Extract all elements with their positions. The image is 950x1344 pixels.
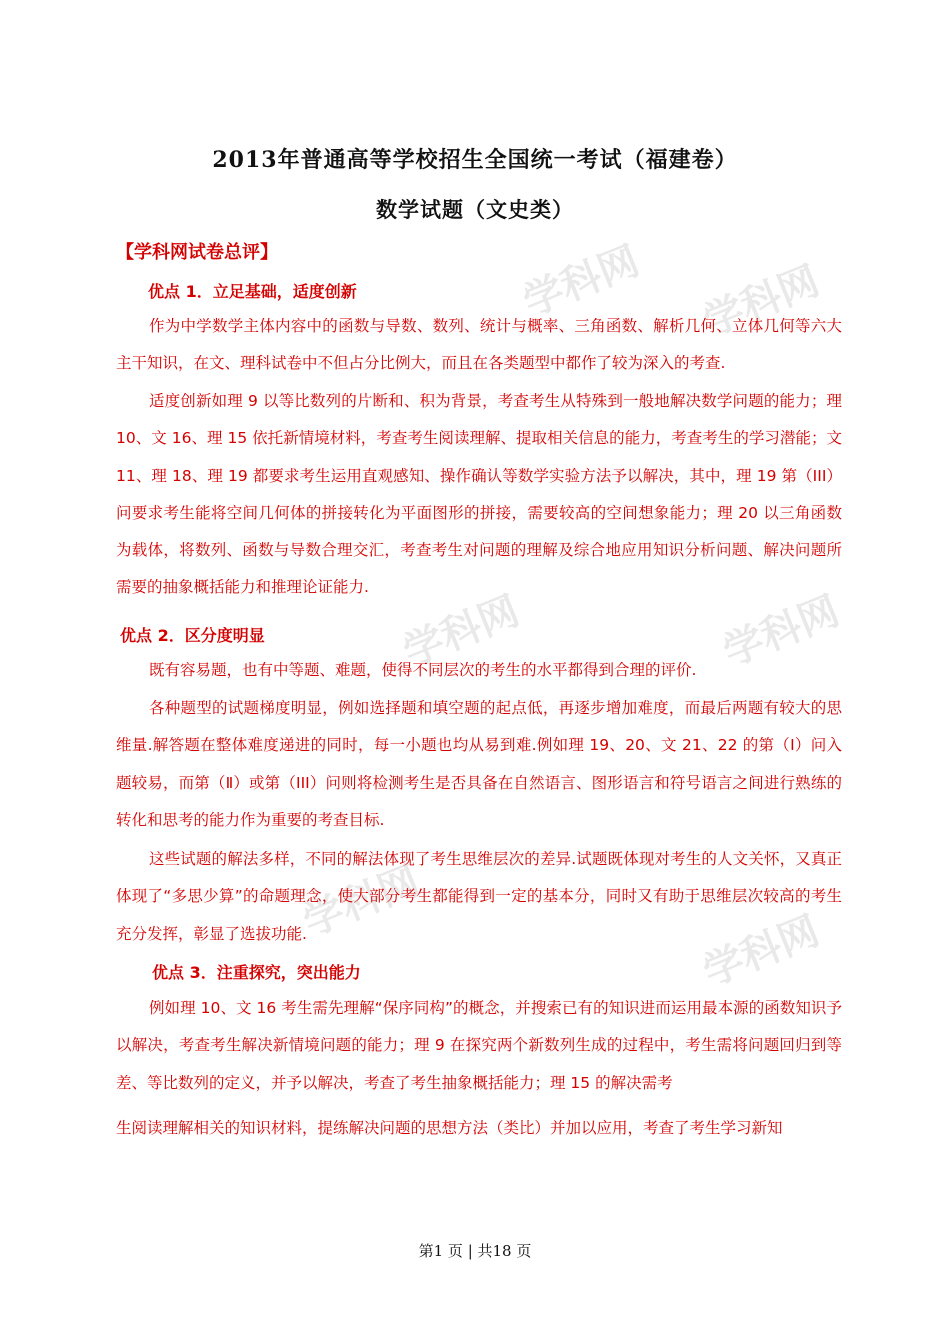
point-1-paragraph-2: 适度创新如理 9 以等比数列的片断和、积为背景，考查考生从特殊到一般地解决数学问题的能力；理 10、文 16、理 15 依托新情境材料，考查考生阅读理解、提取相关信息的能力，考查考生的学习潜能；文 11、理 18、理 19 都要求考生运用直观感知、操作确认等数学实验方法予以解决，其中，理 19 第（III）问要求考生能将空间几何体的拼接转化为平面图形的拼接，需要较高的空间想象能力；理 20 以三角函数为载体，将数列、函数与导数合理交汇，考查考生对问题的理解及综合地应用知识分析问题、解决问题所需要的抽象概括能力和推理论证能力.: [116, 392, 842, 597]
point-3-paragraph-1: 例如理 10、文 16 考生需先理解“保序同构”的概念，并搜索已有的知识进而运用最本源的函数知识予以解决，考查考生解决新情境问题的能力；理 9 在探究两个新数列生成的过程中，考生需将问题回归到等差、等比数列的定义，并予以解决，考查了考生抽象概括能力；理 15 的解决需考: [116, 999, 842, 1092]
document-subtitle: 数学试题（文史类）: [376, 197, 574, 222]
point-1-paragraph-1: 作为中学数学主体内容中的函数与导数、数列、统计与概率、三角函数、解析几何、立体几何等六大主干知识，在文、理科试卷中不但占分比例大，而且在各类题型中都作了较为深入的考查.: [116, 317, 842, 373]
watermark: 学科网: [297, 857, 426, 946]
watermark: 学科网: [697, 257, 826, 346]
point-2-paragraph-1: 既有容易题，也有中等题、难题，使得不同层次的考生的水平都得到合理的评价.: [149, 661, 697, 679]
page-footer: 第1 页 | 共18 页: [418, 1242, 532, 1260]
watermark: 学科网: [517, 237, 646, 326]
point-2-paragraph-3: 这些试题的解法多样，不同的解法体现了考生思维层次的差异.试题既体现对考生的人文关怀，又真正体现了“多思少算”的命题理念，使大部分考生都能得到一定的基本分，同时又有助于思维层次较高的考生充分发挥，彰显了选拔功能.: [116, 850, 842, 943]
watermark: 学科网: [697, 907, 826, 996]
point-2-heading: 优点 2．区分度明显: [120, 626, 265, 645]
point-1-heading: 优点 1．立足基础，适度创新: [148, 282, 357, 301]
point-3-last-line: 生阅读理解相关的知识材料，提练解决问题的思想方法（类比）并加以应用，考查了考生学习新知: [116, 1119, 783, 1137]
watermark: 学科网: [397, 587, 526, 676]
document-title: 2013年普通高等学校招生全国统一考试（福建卷）: [212, 147, 738, 173]
watermark: 学科网: [717, 587, 846, 676]
point-2-paragraph-2: 各种题型的试题梯度明显，例如选择题和填空题的起点低，再逐步增加难度，而最后两题有较大的思维量.解答题在整体难度递进的同时，每一小题也均从易到难.例如理 19、20、文 21、22 的第（Ⅰ）问入题较易，而第（Ⅱ）或第（III）问则将检测考生是否具备在自然语言、图形语言和符号语言之间进行熟练的转化和思考的能力作为重要的考查目标.: [116, 699, 842, 829]
point-3-heading: 优点 3．注重探究，突出能力: [152, 963, 361, 982]
section-heading: 【学科网试卷总评】: [116, 242, 278, 263]
